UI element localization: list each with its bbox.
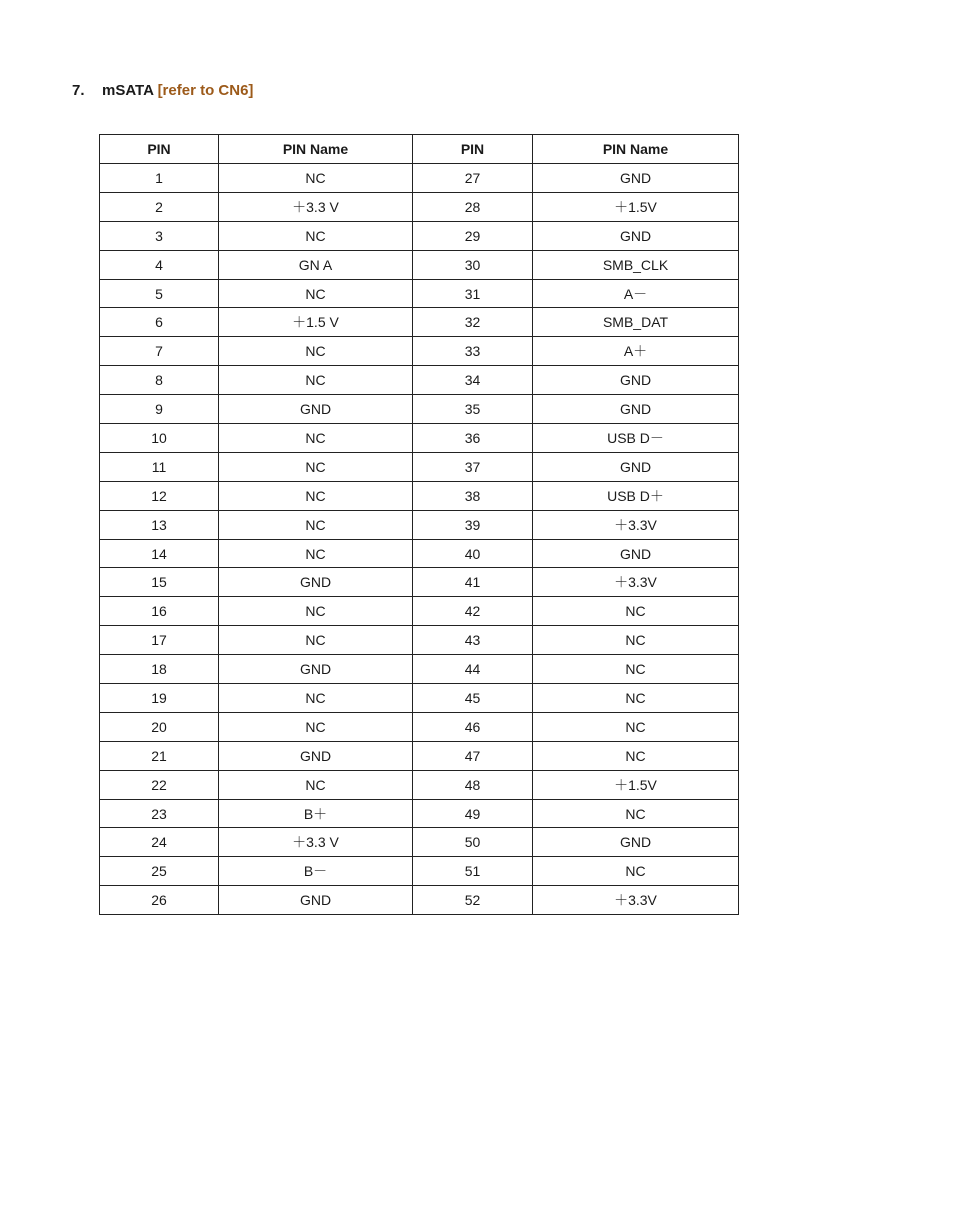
table-row	[100, 712, 739, 741]
pin-name-right: NC	[533, 712, 739, 741]
pin-name-left: B＋	[219, 799, 413, 828]
pin-table	[99, 134, 739, 915]
pin-name-right: NC	[533, 597, 739, 626]
pin-number-right: 31	[413, 279, 533, 308]
table-row	[100, 828, 739, 857]
table-row	[100, 857, 739, 886]
pin-name-right: ＋1.5V	[533, 192, 739, 221]
pin-number-left: 2	[100, 192, 219, 221]
pin-name-right: ＋3.3V	[533, 886, 739, 915]
pin-name-right: GND	[533, 395, 739, 424]
pin-name-right: GND	[533, 221, 739, 250]
pin-number-right: 37	[413, 452, 533, 481]
pin-name-left: NC	[219, 539, 413, 568]
pin-number-right: 33	[413, 337, 533, 366]
pin-number-right: 52	[413, 886, 533, 915]
table-row	[100, 770, 739, 799]
table-row	[100, 684, 739, 713]
pin-number-right: 40	[413, 539, 533, 568]
pin-name-left: NC	[219, 452, 413, 481]
pin-name-left: NC	[219, 510, 413, 539]
table-row	[100, 164, 739, 193]
header-pin-name-right: PIN Name	[533, 135, 739, 164]
pin-number-left: 17	[100, 626, 219, 655]
table-row	[100, 366, 739, 395]
pin-number-right: 45	[413, 684, 533, 713]
pin-number-left: 4	[100, 250, 219, 279]
pin-number-right: 29	[413, 221, 533, 250]
pin-name-right: ＋3.3V	[533, 510, 739, 539]
pin-number-left: 19	[100, 684, 219, 713]
pin-number-left: 6	[100, 308, 219, 337]
pin-number-right: 49	[413, 799, 533, 828]
pin-name-right: A＋	[533, 337, 739, 366]
header-pin-right: PIN	[413, 135, 533, 164]
pin-number-left: 25	[100, 857, 219, 886]
pin-name-right: GND	[533, 366, 739, 395]
pin-name-right: NC	[533, 857, 739, 886]
pin-name-right: ＋1.5V	[533, 770, 739, 799]
pin-number-right: 44	[413, 655, 533, 684]
pin-number-left: 22	[100, 770, 219, 799]
pin-name-right: GND	[533, 164, 739, 193]
header-pin-name-left: PIN Name	[219, 135, 413, 164]
pin-number-right: 35	[413, 395, 533, 424]
pin-name-left: NC	[219, 626, 413, 655]
pin-name-right: NC	[533, 741, 739, 770]
pin-number-left: 24	[100, 828, 219, 857]
table-row	[100, 308, 739, 337]
pin-number-right: 28	[413, 192, 533, 221]
table-row	[100, 741, 739, 770]
pin-number-left: 16	[100, 597, 219, 626]
pin-number-left: 10	[100, 424, 219, 453]
pin-name-left: NC	[219, 770, 413, 799]
pin-number-right: 46	[413, 712, 533, 741]
pin-name-right: USB D－	[533, 424, 739, 453]
table-row	[100, 250, 739, 279]
table-row	[100, 597, 739, 626]
pin-name-left: NC	[219, 221, 413, 250]
table-row	[100, 452, 739, 481]
table-row	[100, 395, 739, 424]
table-row	[100, 655, 739, 684]
pin-name-right: USB D＋	[533, 481, 739, 510]
table-row	[100, 886, 739, 915]
pin-number-left: 21	[100, 741, 219, 770]
pin-number-left: 7	[100, 337, 219, 366]
pin-number-left: 20	[100, 712, 219, 741]
table-row	[100, 279, 739, 308]
pin-table-body	[100, 164, 739, 915]
pin-name-left: GND	[219, 886, 413, 915]
pin-name-right: ＋3.3V	[533, 568, 739, 597]
pin-name-right: GND	[533, 539, 739, 568]
pin-number-left: 26	[100, 886, 219, 915]
pin-number-right: 41	[413, 568, 533, 597]
pin-number-right: 43	[413, 626, 533, 655]
table-row	[100, 510, 739, 539]
pin-name-right: NC	[533, 655, 739, 684]
table-row	[100, 221, 739, 250]
pin-number-left: 9	[100, 395, 219, 424]
section-title: mSATA	[102, 82, 154, 99]
pin-table-header	[100, 135, 739, 164]
pin-name-right: SMB_DAT	[533, 308, 739, 337]
pin-number-left: 14	[100, 539, 219, 568]
pin-number-left: 15	[100, 568, 219, 597]
pin-name-right: A－	[533, 279, 739, 308]
pin-number-left: 12	[100, 481, 219, 510]
table-row	[100, 626, 739, 655]
pin-name-left: B－	[219, 857, 413, 886]
pin-name-left: NC	[219, 424, 413, 453]
pin-number-right: 50	[413, 828, 533, 857]
pin-number-right: 32	[413, 308, 533, 337]
pin-name-left: NC	[219, 712, 413, 741]
pin-name-right: GND	[533, 452, 739, 481]
pin-name-left: NC	[219, 597, 413, 626]
table-row	[100, 424, 739, 453]
header-pin-left: PIN	[100, 135, 219, 164]
pin-name-right: NC	[533, 626, 739, 655]
pin-number-right: 42	[413, 597, 533, 626]
pin-name-right: SMB_CLK	[533, 250, 739, 279]
pin-name-left: ＋1.5 V	[219, 308, 413, 337]
pin-number-left: 11	[100, 452, 219, 481]
pin-name-left: NC	[219, 481, 413, 510]
pin-name-right: NC	[533, 684, 739, 713]
table-row	[100, 568, 739, 597]
pin-number-right: 27	[413, 164, 533, 193]
section-reference: [refer to CN6]	[157, 82, 254, 99]
pin-name-left: GND	[219, 568, 413, 597]
table-row	[100, 799, 739, 828]
pin-number-right: 48	[413, 770, 533, 799]
pin-name-left: ＋3.3 V	[219, 192, 413, 221]
pin-number-right: 39	[413, 510, 533, 539]
pin-name-left: NC	[219, 366, 413, 395]
pin-number-left: 3	[100, 221, 219, 250]
pin-name-right: NC	[533, 799, 739, 828]
pin-name-left: NC	[219, 337, 413, 366]
section-number: 7.	[72, 82, 85, 99]
pin-number-left: 18	[100, 655, 219, 684]
pin-name-left: GND	[219, 741, 413, 770]
pin-name-right: GND	[533, 828, 739, 857]
pin-number-right: 34	[413, 366, 533, 395]
pin-number-right: 36	[413, 424, 533, 453]
pin-number-left: 8	[100, 366, 219, 395]
pin-name-left: GND	[219, 655, 413, 684]
pin-number-right: 51	[413, 857, 533, 886]
table-row	[100, 337, 739, 366]
pin-name-left: NC	[219, 684, 413, 713]
pin-number-right: 47	[413, 741, 533, 770]
pin-number-right: 30	[413, 250, 533, 279]
pin-number-left: 23	[100, 799, 219, 828]
pin-number-left: 5	[100, 279, 219, 308]
table-row	[100, 539, 739, 568]
section-heading	[72, 82, 253, 99]
pin-name-left: GN A	[219, 250, 413, 279]
pin-number-left: 13	[100, 510, 219, 539]
pin-number-right: 38	[413, 481, 533, 510]
pin-name-left: GND	[219, 395, 413, 424]
table-row	[100, 192, 739, 221]
pin-name-left: NC	[219, 279, 413, 308]
pin-name-left: NC	[219, 164, 413, 193]
table-row	[100, 481, 739, 510]
pin-number-left: 1	[100, 164, 219, 193]
pin-name-left: ＋3.3 V	[219, 828, 413, 857]
header-row	[100, 135, 739, 164]
